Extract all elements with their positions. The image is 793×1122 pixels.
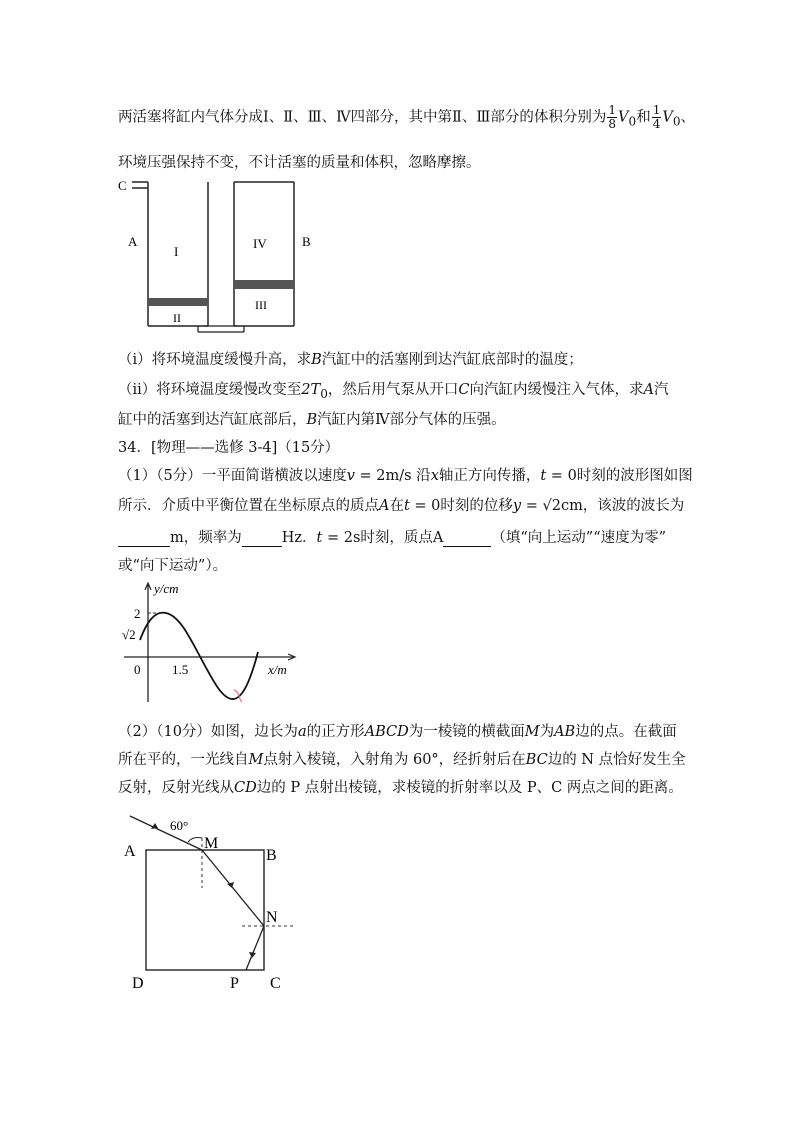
q34-2-line3: 反射，反射光线从CD边的 P 点射出棱镜，求棱镜的折射率以及 P、C 两点之间的距离。 — [118, 780, 683, 796]
prism-square — [146, 850, 264, 970]
intro-line-1: 两活塞将缸内气体分成Ⅰ、Ⅱ、Ⅲ、Ⅳ四部分，其中第Ⅱ、Ⅲ部分的体积分别为 $\frac{1}{8}$ $V_0$和 $\frac{1}{4}$ $V_0$、 — [118, 103, 696, 131]
label-B: B — [266, 847, 277, 864]
label-part-2: II — [173, 311, 181, 325]
blank-motion[interactable] — [443, 530, 491, 547]
tick-sqrt2: √2 — [122, 627, 136, 642]
q34-heading: 34．[物理——选修 3-4]（15分） — [118, 440, 340, 456]
label-D: D — [132, 975, 144, 992]
wave-figure — [118, 578, 298, 708]
q33-part-ii-line1: （ii）将环境温度缓慢改变至$2T_0$，然后用气泵从开口C向汽缸内缓慢注入气体，求A汽 — [118, 382, 669, 401]
q34-p1: （1）（5分）一平面简谐横波以速度v = 2m/s 沿x轴正方向传播，t = 0时刻的波形图如图 — [118, 468, 693, 484]
tick-1-5: 1.5 — [172, 662, 189, 677]
label-c: C — [118, 178, 127, 193]
q34-2-line1: （2）（10分）如图，边长为a的正方形ABCD为一棱镜的横截面M为AB边的点。在截面 — [118, 724, 677, 740]
q34-p3: m，频率为 Hz．t = 2s时刻，质点A （填“向上运动”“速度为零” — [118, 526, 666, 547]
blank-wavelength[interactable] — [118, 530, 170, 547]
intro-text-a: 两活塞将缸内气体分成Ⅰ、Ⅱ、Ⅲ、Ⅳ四部分，其中第Ⅱ、Ⅲ部分的体积分别为 — [118, 109, 607, 126]
cylinder-figure — [118, 176, 318, 336]
label-part-4: IV — [253, 236, 267, 251]
label-A: A — [124, 843, 136, 860]
wave-curve — [140, 613, 258, 699]
q33-part-ii-line2: 缸中的活塞到达汽缸底部后，B汽缸内第Ⅳ部分气体的压强。 — [118, 412, 506, 428]
blank-frequency[interactable] — [242, 530, 282, 547]
label-part-3: III — [255, 298, 267, 312]
label-M: M — [204, 835, 219, 852]
intro-line-2: 环境压强保持不变，不计活塞的质量和体积，忽略摩擦。 — [118, 155, 481, 171]
wave-xlabel: x/m — [268, 662, 287, 677]
fraction-one-eighth: $\frac{1}{8}$ — [608, 103, 617, 131]
q34-2-line2: 所在平的，一光线自M点射入棱镜，入射角为 60°，经折射后在BC边的 N 点恰好发生全 — [118, 752, 686, 768]
label-part-1: I — [174, 244, 179, 259]
v0-symbol-2: V — [662, 109, 673, 126]
q34-p4: 或“向下运动”）。 — [118, 558, 228, 574]
wave-ylabel: y/cm — [154, 581, 179, 596]
fraction-one-quarter: $\frac{1}{4}$ — [652, 103, 661, 131]
prism-figure — [118, 808, 318, 998]
q34-p2: 所示．介质中平衡位置在坐标原点的质点A在t = 0时刻的位移y = √2cm，该波的波长为 — [118, 498, 685, 514]
origin-label: 0 — [134, 662, 141, 677]
label-C: C — [270, 975, 281, 992]
v0-symbol: V — [618, 109, 629, 126]
label-a: A — [128, 234, 138, 249]
label-b: B — [302, 234, 311, 249]
label-N: N — [266, 909, 278, 926]
label-angle: 60° — [170, 818, 189, 833]
tick-2: 2 — [134, 606, 141, 621]
q33-part-i: （i）将环境温度缓慢升高，求B汽缸中的活塞刚到达汽缸底部时的温度； — [118, 352, 583, 368]
label-P: P — [230, 975, 239, 992]
